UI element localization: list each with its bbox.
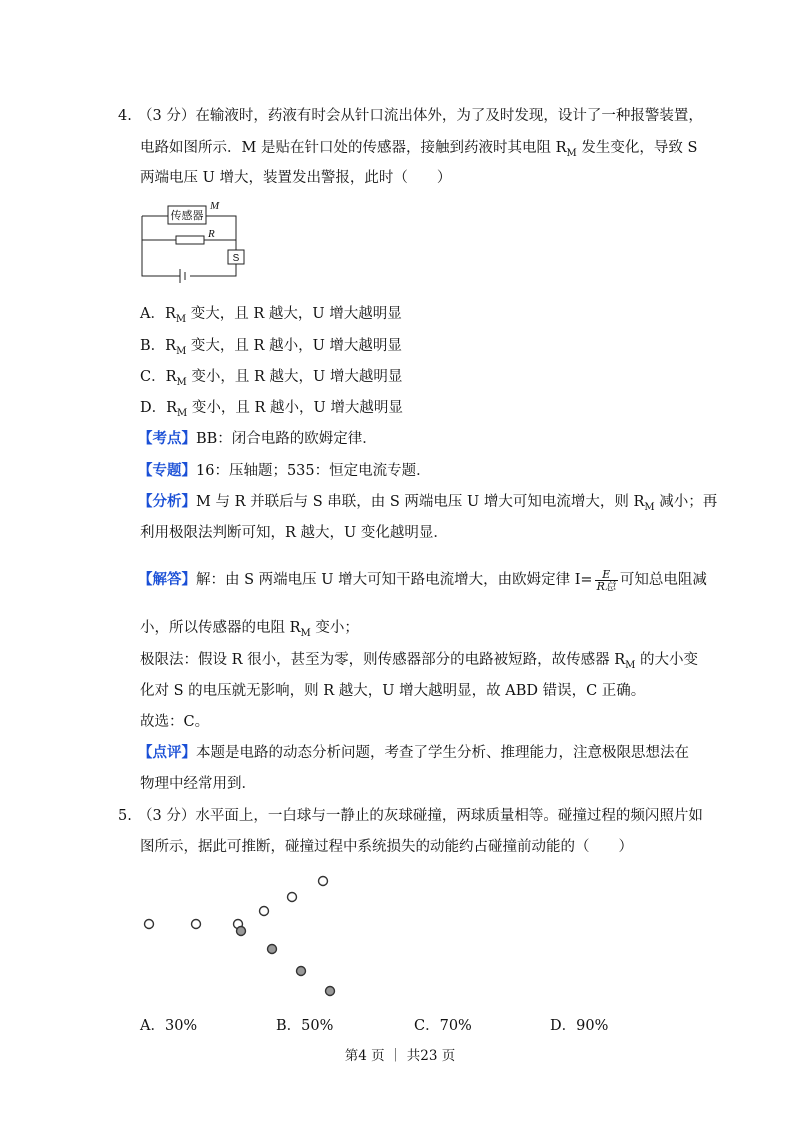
question-4-text-line-1: （3 分）在输液时，药液有时会从针口流出体外，为了及时发现，设计了一种报警装置， xyxy=(138,108,703,124)
q5-option-b: B．50% xyxy=(276,1018,334,1034)
gray-ball-frame-2 xyxy=(268,945,277,954)
jieda-line-2: 小，所以传感器的电阻 $R_M$ 变小； xyxy=(140,620,359,639)
gray-ball-frame-1 xyxy=(237,927,246,936)
white-ball-frame-6 xyxy=(319,877,328,886)
m-label: M xyxy=(210,200,220,212)
jieda-line-3: 极限法：假设 R 很小，甚至为零，则传感器部分的电路被短路，故传感器 $R_M$ 的大小变 xyxy=(140,652,699,671)
kaodian-tag: 【考点】 xyxy=(138,430,196,447)
question-4-text-line-2: 电路如图所示．M 是贴在针口处的传感器，接触到药液时其电阻 $R_M$ 发生变化，导致 S xyxy=(140,140,698,159)
option-a: A．$R_M$ 变大，且 R 越大，U 增大越明显 xyxy=(140,306,402,325)
q5-option-c: C．70% xyxy=(414,1018,472,1034)
ohm-fraction: $\frac{E}{\text{R总}}$ xyxy=(596,567,616,593)
jieda-line-1: 【解答】解：由 S 两端电压 U 增大可知干路电流增大，由欧姆定律 I= $\frac{E}{\text{R总}}$ 可知总电阻减 xyxy=(138,567,707,593)
page-footer: 第4 页 ｜ 共23 页 xyxy=(344,1048,456,1064)
q5-option-d: D．90% xyxy=(550,1018,609,1034)
fenxi-tag: 【分析】 xyxy=(138,493,196,510)
resistor-r xyxy=(176,236,204,244)
dianping-line-2: 物理中经常用到． xyxy=(140,776,256,792)
option-b: B．$R_M$ 变大，且 R 越小，U 增大越明显 xyxy=(140,338,402,357)
question-5-text-line-1: （3 分）水平面上，一白球与一静止的灰球碰撞，两球质量相等。碰撞过程的频闪照片如 xyxy=(138,808,703,824)
question-5-number: 5. xyxy=(118,808,132,824)
question-4-number: 4. xyxy=(118,108,132,124)
question-4-text-line-3: 两端电压 U 增大，装置发出警报，此时（ ） xyxy=(140,170,452,186)
white-ball-frame-4 xyxy=(260,907,269,916)
option-d: D．$R_M$ 变小，且 R 越小，U 增大越明显 xyxy=(140,400,403,419)
gray-ball-frame-4 xyxy=(326,987,335,996)
r-label: R xyxy=(208,228,215,240)
dianping-tag: 【点评】 xyxy=(138,744,196,761)
white-ball-frame-5 xyxy=(288,893,297,902)
white-ball-frame-2 xyxy=(192,920,201,929)
zhuanti-tag: 【专题】 xyxy=(138,462,196,479)
q5-option-a: A．30% xyxy=(140,1018,198,1034)
kaodian-section: 【考点】BB：闭合电路的欧姆定律． xyxy=(138,430,377,447)
strobe-photo-figure xyxy=(130,870,350,1000)
fenxi-line-2: 利用极限法判断可知，R 越大，U 变化越明显． xyxy=(140,525,448,541)
white-ball-frame-1 xyxy=(145,920,154,929)
gray-ball-frame-3 xyxy=(297,967,306,976)
option-c: C．$R_M$ 变小，且 R 越大，U 增大越明显 xyxy=(140,369,403,388)
sensor-label: 传感器 xyxy=(170,209,204,222)
dianping-line-1: 【点评】本题是电路的动态分析问题，考查了学生分析、推理能力，注意极限思想法在 xyxy=(138,744,689,761)
circuit-diagram xyxy=(138,196,248,286)
s-label: S xyxy=(232,253,240,264)
zhuanti-section: 【专题】16：压轴题；535：恒定电流专题． xyxy=(138,462,431,479)
jieda-tag: 【解答】 xyxy=(138,571,196,588)
question-5-text-line-2: 图所示，据此可推断，碰撞过程中系统损失的动能约占碰撞前动能的（ ） xyxy=(140,839,633,855)
jieda-line-5: 故选：C。 xyxy=(140,714,210,730)
jieda-line-4: 化对 S 的电压就无影响，则 R 越大，U 增大越明显，故 ABD 错误，C 正确。 xyxy=(140,683,646,699)
fenxi-line-1: 【分析】M 与 R 并联后与 S 串联，由 S 两端电压 U 增大可知电流增大，则 $R_M$ 减小；再 xyxy=(138,493,718,513)
